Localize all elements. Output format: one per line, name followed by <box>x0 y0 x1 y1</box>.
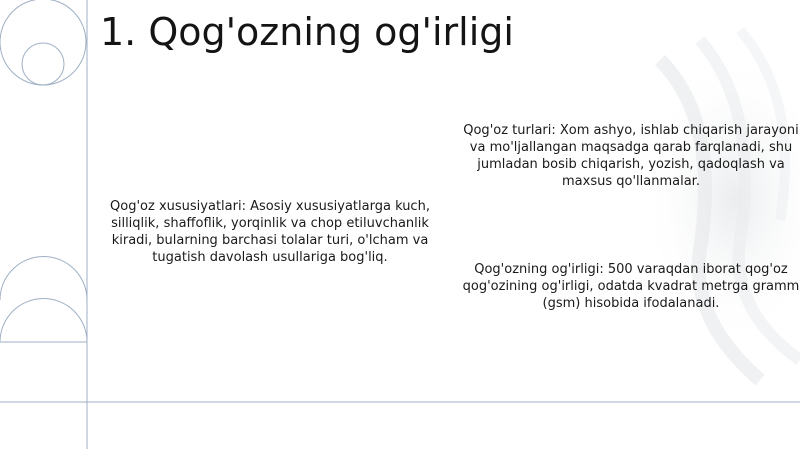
paper-types-text: Qog'oz turlari: Xom ashyo, ishlab chiqarish jarayoni va mo'ljallangan maqsadga qarab farqlanadi, shu jumladan bosib chiqarish, yozish, qadoqlash va maxsus qo'llanmalar. <box>463 123 799 189</box>
watermark-shape <box>640 30 800 380</box>
paper-properties-text: Qog'oz xususiyatlari: Asosiy xususiyatlarga kuch, silliqlik, shaffoflik, yorqinlik va chop etiluvchanlik kiradi, bularning barchasi tolalar turi, o'lcham va tugatish davolash usullariga bog'liq. <box>110 199 430 265</box>
paper-weight-text: Qog'ozning og'irligi: 500 varaqdan iborat qog'oz qog'ozining og'irligi, odatda kvadrat metrga gramm (gsm) hisobida ifodalanadi. <box>462 262 800 311</box>
decor-circle-small <box>22 43 64 85</box>
decor-arc-upper <box>0 257 87 301</box>
slide-title: 1. Qog'ozning og'irligi <box>100 10 514 54</box>
decor-arc-lower <box>0 299 87 343</box>
